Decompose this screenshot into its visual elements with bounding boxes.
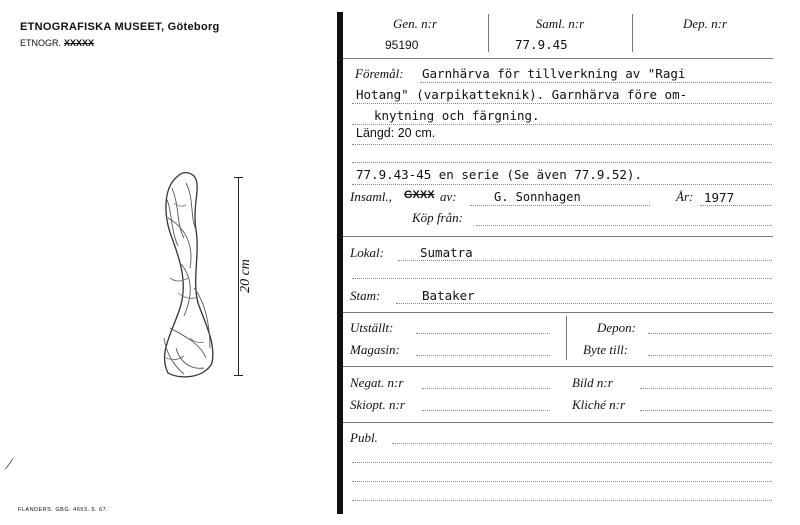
line-rule [352, 144, 772, 145]
serie-text: 77.9.43-45 en serie (Se även 77.9.52). [356, 167, 642, 182]
bild-label: Bild n:r [572, 375, 613, 390]
depon-label: Depon: [597, 320, 636, 335]
line-rule [648, 333, 772, 334]
foremal-line-2: Hotang" (varpikatteknik). Garnhärva före om- [356, 87, 688, 102]
byte-label: Byte till: [583, 342, 629, 357]
scale-label: 20 cm [237, 259, 253, 293]
insaml-av-label: av: [440, 189, 457, 204]
card-binding-bar [337, 12, 343, 514]
insaml-struck: GXXX [404, 189, 435, 201]
langd-text: Längd: 20 cm. [356, 126, 436, 140]
header-divider-1 [488, 14, 489, 52]
collector-name: G. Sonnhagen [494, 190, 581, 204]
printer-imprint: FLANDERS. GBG. 4693. 5. 67. [18, 507, 109, 513]
scale-tick-top [234, 177, 243, 178]
cliche-label: Kliché n:r [572, 397, 626, 412]
storage-divider [566, 316, 567, 360]
line-rule [416, 355, 550, 356]
line-rule [396, 303, 772, 304]
section-rule [343, 236, 773, 237]
magasin-label: Magasin: [350, 342, 400, 357]
lokal-label: Lokal: [350, 245, 384, 260]
etnogr-prefix: ETNOGR. [20, 38, 62, 48]
publ-label: Publ. [350, 430, 378, 445]
scale-tick-bottom [234, 375, 243, 376]
line-rule [416, 333, 550, 334]
line-rule [352, 124, 772, 125]
line-rule [640, 388, 772, 389]
foremal-line-1: Garnhärva för tillverkning av "Ragi [422, 66, 686, 81]
yarn-skein-drawing [150, 168, 220, 383]
line-rule [422, 388, 550, 389]
line-rule [352, 500, 772, 501]
stam-label: Stam: [350, 288, 381, 303]
header-rule [343, 58, 773, 59]
kop-label: Köp från: [412, 210, 463, 225]
line-rule [422, 410, 550, 411]
line-rule [470, 205, 650, 206]
line-rule [700, 205, 772, 206]
line-rule [352, 162, 772, 163]
line-rule [352, 103, 772, 104]
line-rule [420, 82, 772, 83]
foremal-line-3: knytning och färgning. [374, 108, 540, 123]
dep-label: Dep. n:r [682, 16, 728, 31]
negat-label: Negat. n:r [350, 375, 404, 390]
header-divider-2 [632, 14, 633, 52]
section-rule [343, 422, 773, 423]
section-rule [343, 312, 773, 313]
line-rule [648, 355, 772, 356]
etnogr-struck: XXXXX [64, 38, 95, 48]
saml-label: Saml. n:r [535, 16, 585, 31]
line-rule [352, 481, 772, 482]
line-rule [352, 184, 772, 185]
gen-label: Gen. n:r [392, 16, 438, 31]
gen-value: 95190 [385, 38, 419, 52]
skiopt-label: Skiopt. n:r [350, 397, 405, 412]
section-rule [343, 366, 773, 367]
lokal-value: Sumatra [420, 245, 473, 260]
etnogr-number [20, 38, 94, 48]
line-rule [398, 260, 772, 261]
utstallt-label: Utställt: [350, 320, 394, 335]
stam-value: Bataker [422, 288, 475, 303]
institution-name: ETNOGRAFISKA MUSEET, Göteborg [20, 21, 220, 33]
pencil-mark: ⁄ [8, 456, 11, 473]
line-rule [352, 462, 772, 463]
ar-value: 1977 [704, 190, 735, 205]
insaml-label: Insaml., [350, 189, 392, 204]
line-rule [392, 443, 772, 444]
line-rule [352, 278, 772, 279]
foremal-label: Föremål: [355, 66, 404, 81]
ar-label: År: [676, 189, 694, 204]
line-rule [476, 225, 772, 226]
line-rule [640, 410, 772, 411]
saml-value: 77.9.45 [515, 37, 568, 52]
